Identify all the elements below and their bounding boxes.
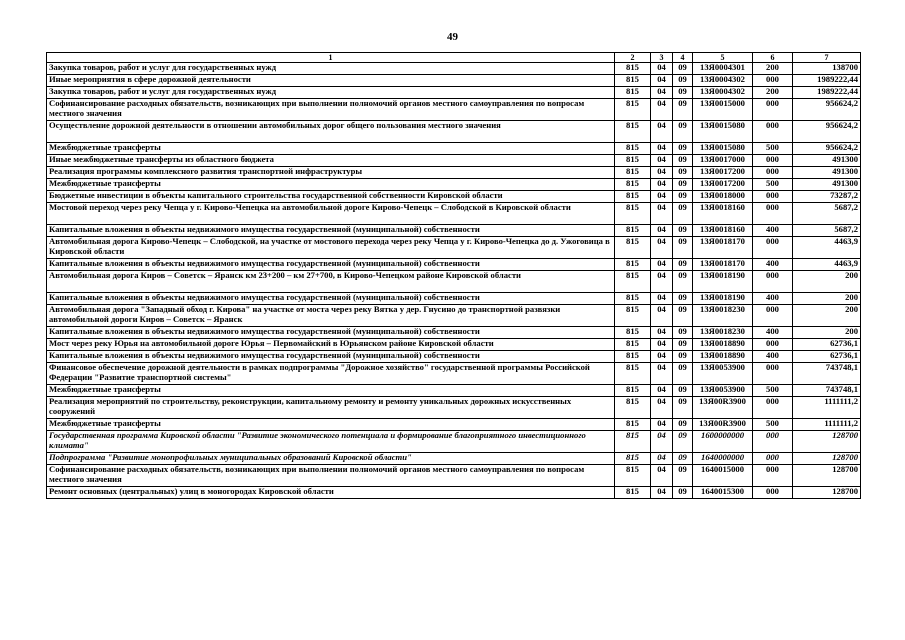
row-expense-type: 000	[753, 121, 793, 143]
row-section-code: 04	[651, 75, 673, 87]
row-expense-type: 000	[753, 155, 793, 167]
table-row	[47, 259, 861, 271]
row-subsection-code: 09	[673, 339, 693, 351]
column-header-6: 6	[753, 53, 793, 63]
row-target-article: 13Я0004302	[693, 75, 753, 87]
row-expense-type: 000	[753, 167, 793, 179]
table-row	[47, 431, 861, 453]
row-expense-type: 500	[753, 143, 793, 155]
row-section-code: 04	[651, 431, 673, 453]
row-section-code: 04	[651, 419, 673, 431]
table-row	[47, 339, 861, 351]
row-amount: 491300	[793, 167, 861, 179]
row-amount: 128700	[793, 465, 861, 487]
table-row	[47, 397, 861, 419]
row-target-article: 13Я00R3900	[693, 397, 753, 419]
budget-table	[46, 52, 861, 499]
table-row	[47, 465, 861, 487]
row-name: Мост через реку Юрья на автомобильной дороге Юрья – Первомайский в Юрьянском районе Кировской области	[47, 339, 615, 351]
row-expense-type: 000	[753, 271, 793, 293]
row-subsection-code: 09	[673, 397, 693, 419]
row-name: Иные мероприятия в сфере дорожной деятельности	[47, 75, 615, 87]
table-row	[47, 63, 861, 75]
table-row	[47, 453, 861, 465]
row-name: Иные межбюджетные трансферты из областного бюджета	[47, 155, 615, 167]
row-section-code: 04	[651, 203, 673, 225]
row-subsection-code: 09	[673, 419, 693, 431]
row-expense-type: 000	[753, 363, 793, 385]
row-expense-type: 000	[753, 465, 793, 487]
row-section-code: 04	[651, 63, 673, 75]
table-row	[47, 167, 861, 179]
row-expense-type: 500	[753, 385, 793, 397]
row-ministry-code: 815	[615, 75, 651, 87]
row-expense-type: 000	[753, 487, 793, 499]
row-section-code: 04	[651, 99, 673, 121]
row-subsection-code: 09	[673, 385, 693, 397]
table-body	[47, 63, 861, 499]
row-target-article: 13Я0018160	[693, 203, 753, 225]
row-amount: 743748,1	[793, 385, 861, 397]
row-expense-type: 400	[753, 225, 793, 237]
row-target-article: 13Я0004301	[693, 63, 753, 75]
row-subsection-code: 09	[673, 167, 693, 179]
row-amount: 491300	[793, 155, 861, 167]
row-name: Финансовое обеспечение дорожной деятельности в рамках подпрограммы "Дорожное хозяйство" государственной программы Российской Федерации "Развитие транспортной системы"	[47, 363, 615, 385]
row-expense-type: 000	[753, 397, 793, 419]
row-section-code: 04	[651, 271, 673, 293]
table-row	[47, 99, 861, 121]
row-target-article: 13Я0017000	[693, 155, 753, 167]
table-row	[47, 203, 861, 225]
row-ministry-code: 815	[615, 397, 651, 419]
row-amount: 4463,9	[793, 259, 861, 271]
row-ministry-code: 815	[615, 155, 651, 167]
row-section-code: 04	[651, 385, 673, 397]
row-expense-type: 200	[753, 63, 793, 75]
row-name: Осуществление дорожной деятельности в отношении автомобильных дорог общего пользования местного значения	[47, 121, 615, 143]
row-expense-type: 000	[753, 191, 793, 203]
row-ministry-code: 815	[615, 179, 651, 191]
row-section-code: 04	[651, 179, 673, 191]
column-header-3: 3	[651, 53, 673, 63]
row-subsection-code: 09	[673, 465, 693, 487]
row-section-code: 04	[651, 305, 673, 327]
row-expense-type: 000	[753, 339, 793, 351]
row-amount: 62736,1	[793, 351, 861, 363]
row-ministry-code: 815	[615, 453, 651, 465]
row-amount: 5687,2	[793, 225, 861, 237]
row-name: Подпрограмма "Развитие монопрофильных муниципальных образований Кировской области"	[47, 453, 615, 465]
row-amount: 743748,1	[793, 363, 861, 385]
column-header-2: 2	[615, 53, 651, 63]
row-amount: 200	[793, 327, 861, 339]
row-ministry-code: 815	[615, 63, 651, 75]
row-name: Софинансирование расходных обязательств, возникающих при выполнении полномочий органов местного самоуправления по вопросам местного значения	[47, 465, 615, 487]
row-expense-type: 000	[753, 453, 793, 465]
row-expense-type: 000	[753, 99, 793, 121]
row-section-code: 04	[651, 237, 673, 259]
row-name: Межбюджетные трансферты	[47, 179, 615, 191]
row-amount: 491300	[793, 179, 861, 191]
row-section-code: 04	[651, 351, 673, 363]
row-subsection-code: 09	[673, 143, 693, 155]
row-subsection-code: 09	[673, 487, 693, 499]
row-ministry-code: 815	[615, 99, 651, 121]
row-name: Капитальные вложения в объекты недвижимого имущества государственной (муниципальной) собственности	[47, 225, 615, 237]
row-ministry-code: 815	[615, 305, 651, 327]
row-name: Закупка товаров, работ и услуг для государственных нужд	[47, 63, 615, 75]
row-amount: 1111111,2	[793, 419, 861, 431]
row-section-code: 04	[651, 397, 673, 419]
row-expense-type: 000	[753, 431, 793, 453]
row-amount: 1111111,2	[793, 397, 861, 419]
row-ministry-code: 815	[615, 419, 651, 431]
row-section-code: 04	[651, 487, 673, 499]
row-amount: 138700	[793, 63, 861, 75]
row-section-code: 04	[651, 155, 673, 167]
column-header-7: 7	[793, 53, 861, 63]
row-expense-type: 500	[753, 419, 793, 431]
row-name: Софинансирование расходных обязательств, возникающих при выполнении полномочий органов местного самоуправления по вопросам местного значения	[47, 99, 615, 121]
table-row	[47, 155, 861, 167]
row-section-code: 04	[651, 259, 673, 271]
row-expense-type: 500	[753, 179, 793, 191]
row-name: Мостовой переход через реку Чепца у г. Кирово-Чепецка на автомобильной дороге Кирово-Чепецк – Слободской в Кировской области	[47, 203, 615, 225]
row-amount: 5687,2	[793, 203, 861, 225]
table-row	[47, 271, 861, 293]
row-subsection-code: 09	[673, 363, 693, 385]
row-name: Капитальные вложения в объекты недвижимого имущества государственной (муниципальной) собственности	[47, 293, 615, 305]
table-row	[47, 225, 861, 237]
row-ministry-code: 815	[615, 225, 651, 237]
row-subsection-code: 09	[673, 121, 693, 143]
row-subsection-code: 09	[673, 179, 693, 191]
row-amount: 200	[793, 293, 861, 305]
row-amount: 956624,2	[793, 121, 861, 143]
row-name: Государственная программа Кировской области "Развитие экономического потенциала и формирование благоприятного инвестиционного климата"	[47, 431, 615, 453]
row-ministry-code: 815	[615, 293, 651, 305]
row-subsection-code: 09	[673, 453, 693, 465]
table-row	[47, 179, 861, 191]
row-target-article: 13Я0018190	[693, 293, 753, 305]
row-ministry-code: 815	[615, 465, 651, 487]
table-row	[47, 385, 861, 397]
row-amount: 128700	[793, 487, 861, 499]
row-target-article: 1600000000	[693, 431, 753, 453]
column-header-5: 5	[693, 53, 753, 63]
row-section-code: 04	[651, 465, 673, 487]
row-expense-type: 000	[753, 237, 793, 259]
page-number: 49	[447, 31, 458, 43]
row-section-code: 04	[651, 327, 673, 339]
row-subsection-code: 09	[673, 191, 693, 203]
row-section-code: 04	[651, 87, 673, 99]
row-ministry-code: 815	[615, 191, 651, 203]
row-amount: 128700	[793, 453, 861, 465]
row-amount: 956624,2	[793, 99, 861, 121]
row-subsection-code: 09	[673, 155, 693, 167]
table-header-row	[47, 53, 861, 63]
row-expense-type: 400	[753, 259, 793, 271]
row-subsection-code: 09	[673, 203, 693, 225]
row-target-article: 13Я0015000	[693, 99, 753, 121]
row-ministry-code: 815	[615, 167, 651, 179]
row-section-code: 04	[651, 363, 673, 385]
row-target-article: 13Я0015080	[693, 121, 753, 143]
table-row	[47, 87, 861, 99]
row-section-code: 04	[651, 293, 673, 305]
row-target-article: 13Я0018160	[693, 225, 753, 237]
row-target-article: 1640015000	[693, 465, 753, 487]
row-expense-type: 400	[753, 327, 793, 339]
row-subsection-code: 09	[673, 259, 693, 271]
row-section-code: 04	[651, 225, 673, 237]
row-target-article: 13Я0018230	[693, 327, 753, 339]
row-ministry-code: 815	[615, 431, 651, 453]
row-expense-type: 400	[753, 351, 793, 363]
row-target-article: 13Я0017200	[693, 167, 753, 179]
row-name: Межбюджетные трансферты	[47, 419, 615, 431]
row-target-article: 1640000000	[693, 453, 753, 465]
row-target-article: 13Я0053900	[693, 363, 753, 385]
row-ministry-code: 815	[615, 327, 651, 339]
row-section-code: 04	[651, 339, 673, 351]
row-name: Автомобильная дорога "Западный обход г. Кирова" на участке от моста через реку Вятка у дер. Гнусино до транспортной развязки автомобильной дороги Киров – Советск – Яранск	[47, 305, 615, 327]
table-row	[47, 237, 861, 259]
row-ministry-code: 815	[615, 121, 651, 143]
row-name: Закупка товаров, работ и услуг для государственных нужд	[47, 87, 615, 99]
table-row	[47, 351, 861, 363]
row-amount: 1989222,44	[793, 87, 861, 99]
row-name: Капитальные вложения в объекты недвижимого имущества государственной (муниципальной) собственности	[47, 259, 615, 271]
table-row	[47, 305, 861, 327]
row-ministry-code: 815	[615, 259, 651, 271]
row-amount: 73287,2	[793, 191, 861, 203]
row-ministry-code: 815	[615, 385, 651, 397]
row-subsection-code: 09	[673, 351, 693, 363]
row-amount: 956624,2	[793, 143, 861, 155]
row-target-article: 13Я0015080	[693, 143, 753, 155]
row-ministry-code: 815	[615, 351, 651, 363]
row-name: Капитальные вложения в объекты недвижимого имущества государственной (муниципальной) собственности	[47, 327, 615, 339]
row-target-article: 13Я0004302	[693, 87, 753, 99]
row-section-code: 04	[651, 143, 673, 155]
row-subsection-code: 09	[673, 305, 693, 327]
row-target-article: 13Я0018230	[693, 305, 753, 327]
row-target-article: 13Я00R3900	[693, 419, 753, 431]
row-subsection-code: 09	[673, 237, 693, 259]
row-amount: 128700	[793, 431, 861, 453]
row-subsection-code: 09	[673, 431, 693, 453]
row-target-article: 13Я0018190	[693, 271, 753, 293]
row-name: Капитальные вложения в объекты недвижимого имущества государственной (муниципальной) собственности	[47, 351, 615, 363]
row-name: Автомобильная дорога Киров – Советск – Яранск км 23+200 – км 27+700, в Кирово-Чепецком районе Кировской области	[47, 271, 615, 293]
table-row	[47, 419, 861, 431]
row-target-article: 13Я0018890	[693, 351, 753, 363]
table-row	[47, 487, 861, 499]
row-section-code: 04	[651, 191, 673, 203]
row-subsection-code: 09	[673, 63, 693, 75]
row-subsection-code: 09	[673, 293, 693, 305]
row-expense-type: 000	[753, 75, 793, 87]
row-amount: 200	[793, 271, 861, 293]
row-ministry-code: 815	[615, 339, 651, 351]
row-name: Реализация мероприятий по строительству, реконструкции, капитальному ремонту и ремонту уникальных дорожных искусственных сооружений	[47, 397, 615, 419]
row-name: Межбюджетные трансферты	[47, 143, 615, 155]
row-target-article: 13Я0018000	[693, 191, 753, 203]
row-subsection-code: 09	[673, 75, 693, 87]
table-row	[47, 143, 861, 155]
row-ministry-code: 815	[615, 237, 651, 259]
row-ministry-code: 815	[615, 87, 651, 99]
row-ministry-code: 815	[615, 487, 651, 499]
row-expense-type: 400	[753, 293, 793, 305]
row-target-article: 13Я0018170	[693, 259, 753, 271]
row-name: Автомобильная дорога Кирово-Чепецк – Слободской, на участке от мостового перехода через реку Чепца у г. Кирово-Чепецка до д. Ужоговица в Кировской области	[47, 237, 615, 259]
row-section-code: 04	[651, 167, 673, 179]
row-amount: 1989222,44	[793, 75, 861, 87]
table-row	[47, 327, 861, 339]
column-header-4: 4	[673, 53, 693, 63]
column-header-1: 1	[47, 53, 615, 63]
table-row	[47, 75, 861, 87]
row-target-article: 13Я0018890	[693, 339, 753, 351]
row-name: Ремонт основных (центральных) улиц в моногородах Кировской области	[47, 487, 615, 499]
table-row	[47, 191, 861, 203]
row-amount: 62736,1	[793, 339, 861, 351]
row-expense-type: 200	[753, 87, 793, 99]
row-amount: 200	[793, 305, 861, 327]
row-target-article: 13Я0018170	[693, 237, 753, 259]
row-subsection-code: 09	[673, 327, 693, 339]
row-name: Бюджетные инвестиции в объекты капитального строительства государственной собственности Кировской области	[47, 191, 615, 203]
row-section-code: 04	[651, 121, 673, 143]
row-target-article: 13Я0053900	[693, 385, 753, 397]
table-row	[47, 121, 861, 143]
row-subsection-code: 09	[673, 87, 693, 99]
row-subsection-code: 09	[673, 225, 693, 237]
row-target-article: 1640015300	[693, 487, 753, 499]
row-target-article: 13Я0017200	[693, 179, 753, 191]
row-ministry-code: 815	[615, 363, 651, 385]
table-row	[47, 363, 861, 385]
row-name: Межбюджетные трансферты	[47, 385, 615, 397]
row-amount: 4463,9	[793, 237, 861, 259]
table-row	[47, 293, 861, 305]
row-subsection-code: 09	[673, 99, 693, 121]
row-section-code: 04	[651, 453, 673, 465]
row-ministry-code: 815	[615, 271, 651, 293]
row-expense-type: 000	[753, 305, 793, 327]
row-ministry-code: 815	[615, 143, 651, 155]
row-subsection-code: 09	[673, 271, 693, 293]
row-ministry-code: 815	[615, 203, 651, 225]
row-expense-type: 000	[753, 203, 793, 225]
row-name: Реализация программы комплексного развития транспортной инфраструктуры	[47, 167, 615, 179]
